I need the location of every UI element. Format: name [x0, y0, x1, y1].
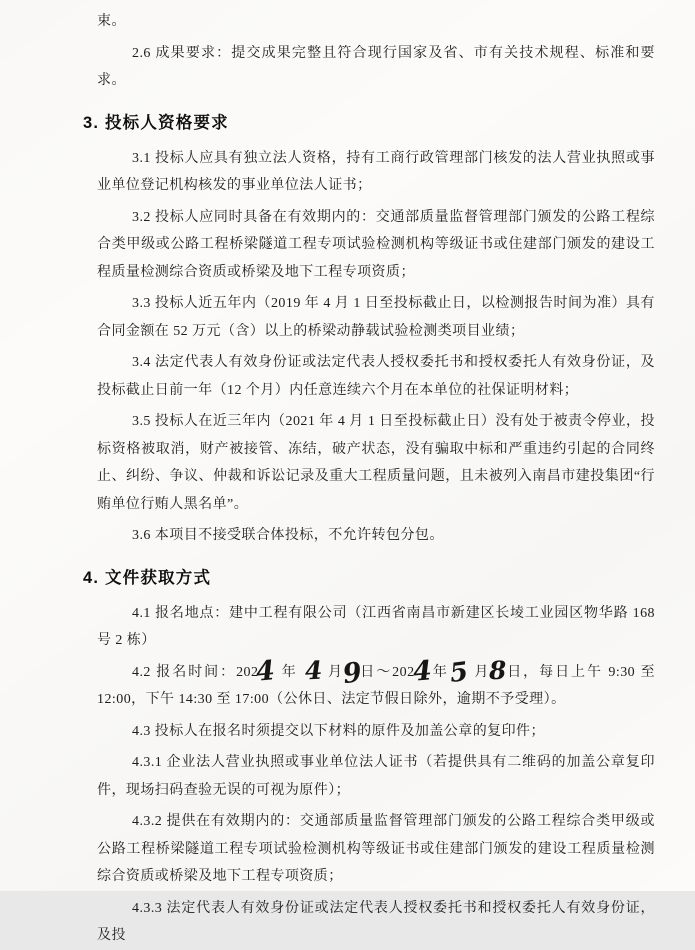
paragraph-3-5-no-violations: 3.5 投标人在近三年内（2021 年 4 月 1 日至投标截止日）没有处于被责令停业，投标资格被取消，财产被接管、冻结，破产状态，没有骗取中标和严重违约引起的合同终止、纠纷、争议、仲裁和诉讼记录及重大工程质量问题，且未被列入南昌市建投集团“行贿单位行贿人黑名单”。	[97, 414, 655, 512]
date-printed-month-char-1: 月	[322, 664, 344, 680]
paragraph-4-3-2-qualification-certificates: 4.3.2 提供在有效期内的：交通部质量监督管理部门颁发的公路工程综合类甲级或公路工程桥梁隧道工程专项试验检测机构等级证书或住建部门颁发的建设工程质量检测综合资质或桥梁及地下工程专项资质；	[97, 814, 655, 884]
date-printed-middle: 日～202	[358, 664, 415, 680]
date-printed-prefix: 4.2 报名时间：202	[132, 664, 259, 680]
paragraph-continuation-shu: 束。	[97, 14, 126, 29]
handwritten-month-digit-1: 4	[304, 655, 324, 685]
paragraph-3-2-certificates: 3.2 投标人应同时具备在有效期内的：交通部质量监督管理部门颁发的公路工程综合类甲级或公路工程桥梁隧道工程专项试验检测机构等级证书或住建部门颁发的建设工程质量检测综合资质或桥梁及地下工程专项资质；	[97, 209, 655, 280]
paragraph-3-3-contract-record: 3.3 投标人近五年内（2019 年 4 月 1 日至投标截止日，以检测报告时间为准）具有合同金额在 52 万元（含）以上的桥梁动静载试验检测类项目业绩；	[97, 296, 655, 339]
paragraph-3-4-id-and-social-security: 3.4 法定代表人有效身份证或法定代表人授权委托书和授权委托人有效身份证，及投标截止日前一年（12 个月）内任意连续六个月在本单位的社保证明材料；	[97, 355, 655, 398]
handwritten-year-digit-1: 4	[255, 654, 277, 688]
paragraph-4-3-1-business-license: 4.3.1 企业法人营业执照或事业单位法人证书（若提供具有二维码的加盖公章复印件，现场扫码查验无误的可视为原件）；	[97, 755, 655, 798]
date-printed-year-char-2: 年	[431, 664, 449, 680]
paragraph-4-3-3-legal-representative-id: 4.3.3 法定代表人有效身份证或法定代表人授权委托书和授权委托人有效身份证，及投	[97, 900, 655, 943]
handwritten-month-digit-2: 5	[448, 656, 470, 689]
paragraph-4-1-registration-address: 4.1 报名地点：建中工程有限公司（江西省南昌市新建区长堎工业园区物华路 168 号 2 栋）	[97, 605, 655, 648]
handwritten-day-digit-1: 9	[340, 656, 364, 690]
section-4-heading-document-acquisition: 4. 文件获取方式	[83, 568, 212, 587]
paragraph-3-6-no-consortium: 3.6 本项目不接受联合体投标，不允许转包分包。	[132, 528, 444, 543]
handwritten-year-digit-2: 4	[411, 654, 433, 688]
date-printed-year-char-1: 年	[276, 664, 304, 680]
handwritten-day-digit-2: 8	[488, 655, 508, 685]
paragraph-3-1-legal-person: 3.1 投标人应具有独立法人资格，持有工商行政管理部门核发的法人营业执照或事业单位登记机构核发的事业单位法人证书；	[97, 150, 655, 193]
section-3-heading-bidder-qualifications: 3. 投标人资格要求	[83, 113, 229, 132]
date-printed-suffix: 日，每日上午 9:30 至 12:00，下午 14:30 至 17:00（公休日、法定节假日除外，逾期不予受理）。	[97, 664, 656, 707]
paragraph-4-2-registration-time	[97, 654, 656, 714]
paragraph-4-3-materials-required: 4.3 投标人在报名时须提交以下材料的原件及加盖公章的复印件；	[132, 723, 545, 739]
paragraph-2-6-deliverable-requirements: 2.6 成果要求：提交成果完整且符合现行国家及省、市有关技术规程、标准和要求。	[97, 45, 655, 88]
date-printed-month-char-2: 月	[468, 664, 491, 680]
